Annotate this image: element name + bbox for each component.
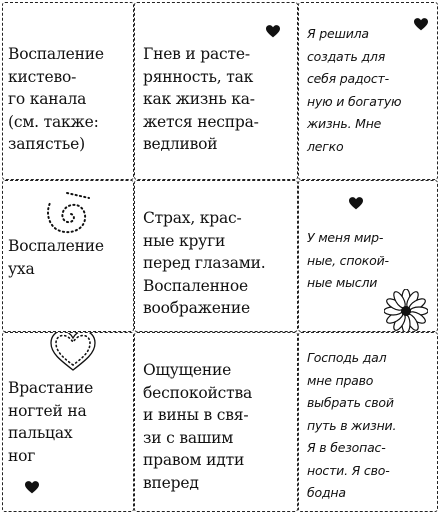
table-cell-condition [2,2,134,180]
table-cell-condition [2,332,134,512]
affirmation-text: У меня мир- ные, спокой- ные мысли [307,230,389,290]
affirmation-text: Я решила создать для себя радост- ную и богатую жизнь. Мне легко [307,26,402,154]
table-cell-affirmation [298,2,438,180]
cause-text: Гнев и расте- рянность, так как жизнь ка- жется неспра- ведливой [143,45,259,153]
table-cell-affirmation [298,332,438,512]
table-cell-affirmation [298,180,438,332]
table-cell-cause [134,180,298,332]
affirmation-text: Господь дал мне право выбрать свой путь в жизни. Я в безопас- ности. Я сво- бодна [307,350,397,500]
heart-icon [25,481,39,494]
condition-text: Воспаление кистево- го канала (см. также: запястье) [8,45,104,153]
table-cell-condition [2,180,134,332]
heart-icon [349,197,363,210]
ailments-table [2,2,438,512]
condition-text: Воспаление уха [8,237,104,278]
heart-icon [266,25,280,38]
condition-text: Врастание ногтей на пальцах ног [8,379,94,465]
flower-icon [384,289,428,332]
heart-icon [414,18,428,31]
table-cell-cause [134,332,298,512]
table-cell-cause [134,2,298,180]
swirl-icon [41,189,99,237]
cause-text: Ощущение беспокойства и вины в свя- зи с вашим правом идти вперед [143,361,253,492]
cause-text: Страх, крас- ные круги перед глазами. Воспаленное воображение [143,209,266,317]
stitched-heart-icon [47,332,99,375]
